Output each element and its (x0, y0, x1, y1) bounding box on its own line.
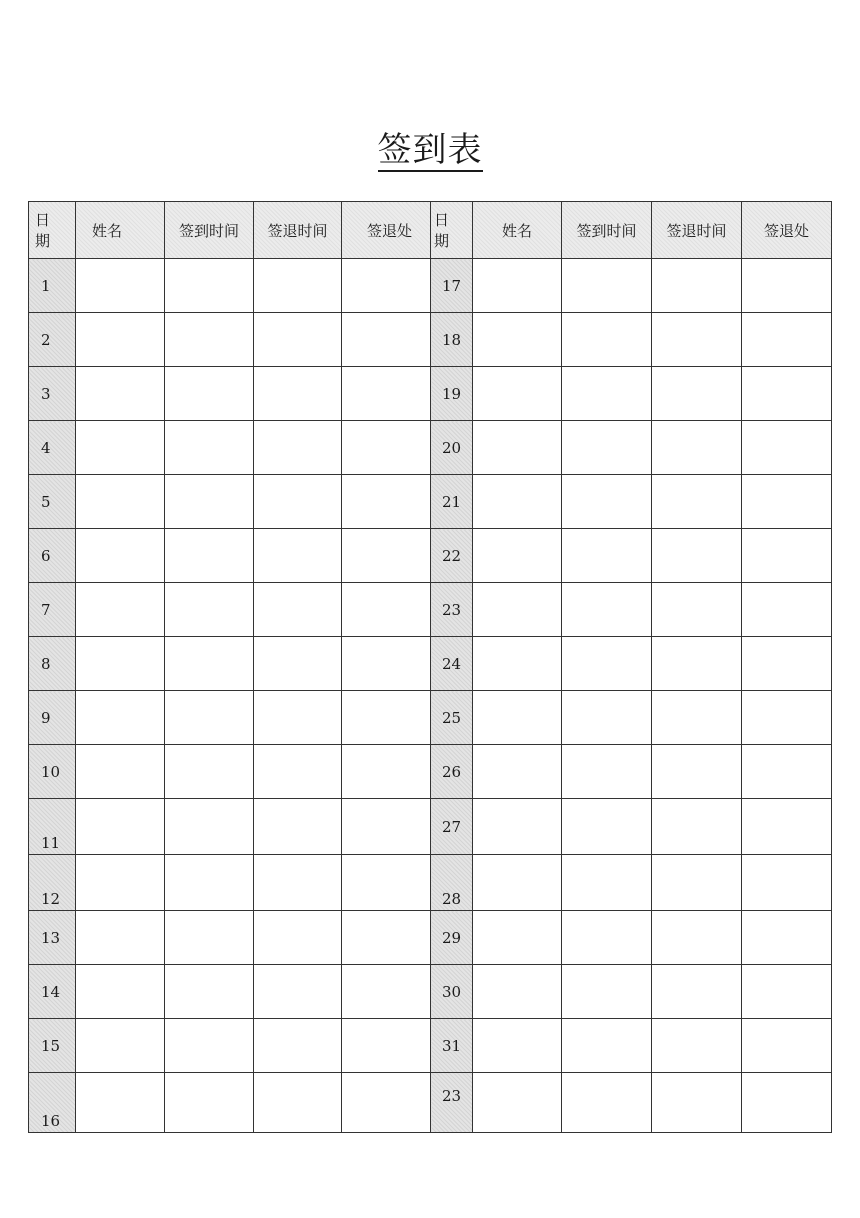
day-cell-right: 18 (431, 313, 473, 367)
sign-out-place-cell[interactable] (742, 799, 832, 855)
name-cell[interactable] (76, 1073, 165, 1133)
table-row (29, 367, 832, 421)
day-cell-right: 23 (431, 583, 473, 637)
day-cell-right: 19 (431, 367, 473, 421)
sign-out-place-cell[interactable] (342, 745, 431, 799)
header-sign-out-place-right: 签退处 (742, 202, 832, 259)
sign-out-place-cell[interactable] (342, 475, 431, 529)
day-cell-right: 29 (431, 911, 473, 965)
day-cell-right: 21 (431, 475, 473, 529)
table-row (29, 745, 832, 799)
sign-in-time-cell[interactable] (562, 1019, 652, 1073)
day-cell-left: 4 (29, 421, 76, 475)
day-cell-right: 17 (431, 259, 473, 313)
table-row (29, 911, 832, 965)
day-cell-left: 12 (29, 855, 76, 911)
day-cell-right: 24 (431, 637, 473, 691)
sign-out-time-cell[interactable] (652, 855, 742, 911)
sign-in-time-cell[interactable] (165, 529, 254, 583)
header-sign-out-time-right: 签退时间 (652, 202, 742, 259)
table-row (29, 637, 832, 691)
sign-out-place-cell[interactable] (342, 911, 431, 965)
day-cell-left: 6 (29, 529, 76, 583)
sign-in-time-cell[interactable] (562, 691, 652, 745)
sign-in-time-cell[interactable] (562, 421, 652, 475)
sign-in-time-cell[interactable] (562, 475, 652, 529)
sign-out-place-cell[interactable] (742, 745, 832, 799)
sign-out-time-cell[interactable] (254, 583, 342, 637)
day-cell-left: 1 (29, 259, 76, 313)
sign-in-time-cell[interactable] (165, 475, 254, 529)
header-date-right (431, 202, 473, 259)
header-date-right-char-2: 期 (434, 232, 450, 250)
sign-in-time-cell[interactable] (165, 855, 254, 911)
day-cell-left: 15 (29, 1019, 76, 1073)
table-row (29, 691, 832, 745)
sign-out-time-cell[interactable] (254, 745, 342, 799)
day-cell-left: 7 (29, 583, 76, 637)
day-cell-right: 31 (431, 1019, 473, 1073)
sign-out-time-cell[interactable] (652, 1073, 742, 1133)
table-row (29, 529, 832, 583)
table-row (29, 855, 832, 911)
name-cell[interactable] (473, 313, 562, 367)
sign-out-place-cell[interactable] (342, 1019, 431, 1073)
sign-in-time-cell[interactable] (562, 965, 652, 1019)
sign-out-place-cell[interactable] (742, 691, 832, 745)
sign-in-time-cell[interactable] (165, 1073, 254, 1133)
day-cell-left: 10 (29, 745, 76, 799)
sign-out-place-cell[interactable] (342, 965, 431, 1019)
sign-in-time-cell[interactable] (562, 529, 652, 583)
name-cell[interactable] (76, 1019, 165, 1073)
sign-in-time-cell[interactable] (165, 259, 254, 313)
sign-out-time-cell[interactable] (254, 799, 342, 855)
table-row (29, 421, 832, 475)
name-cell[interactable] (76, 799, 165, 855)
header-name-right: 姓名 (473, 202, 562, 259)
name-cell[interactable] (473, 911, 562, 965)
sign-out-time-cell[interactable] (652, 529, 742, 583)
sign-out-time-cell[interactable] (254, 313, 342, 367)
name-cell[interactable] (473, 799, 562, 855)
day-cell-left: 9 (29, 691, 76, 745)
sign-out-place-cell[interactable] (742, 965, 832, 1019)
sign-out-place-cell[interactable] (742, 637, 832, 691)
name-cell[interactable] (473, 965, 562, 1019)
sign-out-time-cell[interactable] (652, 259, 742, 313)
name-cell[interactable] (473, 855, 562, 911)
sign-out-place-cell[interactable] (342, 529, 431, 583)
name-cell[interactable] (473, 583, 562, 637)
sign-out-time-cell[interactable] (652, 691, 742, 745)
sign-out-place-cell[interactable] (342, 367, 431, 421)
sign-out-place-cell[interactable] (742, 911, 832, 965)
sign-out-time-cell[interactable] (254, 259, 342, 313)
sign-out-time-cell[interactable] (254, 421, 342, 475)
sign-in-time-cell[interactable] (562, 259, 652, 313)
sign-out-place-cell[interactable] (342, 421, 431, 475)
sign-in-time-cell[interactable] (562, 745, 652, 799)
sign-in-time-cell[interactable] (562, 1073, 652, 1133)
day-cell-left: 2 (29, 313, 76, 367)
table-row (29, 965, 832, 1019)
header-date-right-char-1: 日 (434, 211, 450, 229)
day-cell-left: 8 (29, 637, 76, 691)
sign-in-time-cell[interactable] (165, 367, 254, 421)
sign-out-place-cell[interactable] (742, 529, 832, 583)
name-cell[interactable] (473, 1019, 562, 1073)
name-cell[interactable] (473, 745, 562, 799)
sign-in-time-cell[interactable] (165, 313, 254, 367)
sign-out-time-cell[interactable] (652, 421, 742, 475)
day-cell-left: 13 (29, 911, 76, 965)
header-sign-out-time-left: 签退时间 (254, 202, 342, 259)
title-text: 签到表 (377, 130, 483, 170)
day-cell-right: 23 (431, 1073, 473, 1133)
sign-out-time-cell[interactable] (652, 965, 742, 1019)
name-cell[interactable] (76, 637, 165, 691)
sign-in-time-cell[interactable] (562, 799, 652, 855)
sign-out-time-cell[interactable] (254, 475, 342, 529)
sign-in-time-cell[interactable] (562, 367, 652, 421)
name-cell[interactable] (473, 367, 562, 421)
table-row (29, 583, 832, 637)
sign-out-place-cell[interactable] (342, 855, 431, 911)
name-cell[interactable] (473, 1073, 562, 1133)
table-row (29, 475, 832, 529)
sign-in-time-cell[interactable] (165, 799, 254, 855)
name-cell[interactable] (473, 691, 562, 745)
sign-in-time-cell[interactable] (562, 637, 652, 691)
name-cell[interactable] (76, 313, 165, 367)
name-cell[interactable] (76, 529, 165, 583)
name-cell[interactable] (473, 529, 562, 583)
sign-out-time-cell[interactable] (254, 529, 342, 583)
sign-in-time-cell[interactable] (562, 583, 652, 637)
sign-out-place-cell[interactable] (742, 475, 832, 529)
sign-in-time-cell[interactable] (165, 911, 254, 965)
sign-out-place-cell[interactable] (342, 691, 431, 745)
sign-out-time-cell[interactable] (652, 745, 742, 799)
sign-out-time-cell[interactable] (652, 583, 742, 637)
day-cell-right: 20 (431, 421, 473, 475)
day-cell-left: 14 (29, 965, 76, 1019)
sign-out-time-cell[interactable] (254, 691, 342, 745)
name-cell[interactable] (76, 475, 165, 529)
table-row (29, 313, 832, 367)
sign-out-time-cell[interactable] (652, 367, 742, 421)
name-cell[interactable] (473, 637, 562, 691)
sign-out-place-cell[interactable] (742, 367, 832, 421)
sign-in-time-cell[interactable] (562, 313, 652, 367)
sign-in-time-cell[interactable] (165, 691, 254, 745)
sign-out-time-cell[interactable] (254, 1019, 342, 1073)
name-cell[interactable] (473, 421, 562, 475)
header-row (29, 202, 832, 259)
sign-out-place-cell[interactable] (342, 637, 431, 691)
sign-out-time-cell[interactable] (652, 1019, 742, 1073)
sign-out-time-cell[interactable] (652, 799, 742, 855)
day-cell-right: 22 (431, 529, 473, 583)
day-cell-left: 3 (29, 367, 76, 421)
day-cell-right: 30 (431, 965, 473, 1019)
name-cell[interactable] (76, 965, 165, 1019)
name-cell[interactable] (76, 259, 165, 313)
table-row (29, 1019, 832, 1073)
day-cell-left: 16 (29, 1073, 76, 1133)
sign-out-place-cell[interactable] (742, 313, 832, 367)
sign-out-place-cell[interactable] (742, 855, 832, 911)
day-cell-right: 27 (431, 799, 473, 855)
sign-out-time-cell[interactable] (254, 911, 342, 965)
page-title (0, 128, 860, 172)
table-row (29, 799, 832, 855)
name-cell[interactable] (473, 259, 562, 313)
sign-out-place-cell[interactable] (342, 583, 431, 637)
sign-in-time-cell[interactable] (562, 855, 652, 911)
day-cell-right: 28 (431, 855, 473, 911)
sign-out-time-cell[interactable] (254, 367, 342, 421)
sign-out-time-cell[interactable] (254, 637, 342, 691)
name-cell[interactable] (76, 421, 165, 475)
sign-in-time-cell[interactable] (165, 421, 254, 475)
name-cell[interactable] (76, 583, 165, 637)
header-date-left-char-2: 期 (35, 232, 51, 250)
day-cell-left: 5 (29, 475, 76, 529)
sign-in-time-cell[interactable] (165, 745, 254, 799)
table-row (29, 1073, 832, 1133)
name-cell[interactable] (76, 911, 165, 965)
sign-in-time-cell[interactable] (165, 1019, 254, 1073)
sign-out-time-cell[interactable] (652, 475, 742, 529)
sign-out-place-cell[interactable] (342, 1073, 431, 1133)
sign-in-time-cell[interactable] (165, 637, 254, 691)
sign-out-time-cell[interactable] (254, 1073, 342, 1133)
name-cell[interactable] (76, 691, 165, 745)
header-date-left-char-1: 日 (35, 211, 51, 229)
sign-out-place-cell[interactable] (742, 421, 832, 475)
name-cell[interactable] (76, 855, 165, 911)
header-sign-out-place-left: 签退处 (342, 202, 431, 259)
sign-in-time-cell[interactable] (165, 965, 254, 1019)
sign-out-place-cell[interactable] (742, 1073, 832, 1133)
sign-in-time-cell[interactable] (562, 911, 652, 965)
sign-out-time-cell[interactable] (652, 637, 742, 691)
sign-out-time-cell[interactable] (652, 911, 742, 965)
sign-out-place-cell[interactable] (742, 583, 832, 637)
sign-out-place-cell[interactable] (742, 1019, 832, 1073)
name-cell[interactable] (473, 475, 562, 529)
header-name-left: 姓名 (76, 202, 165, 259)
table-row (29, 259, 832, 313)
sign-out-time-cell[interactable] (254, 965, 342, 1019)
day-cell-left: 11 (29, 799, 76, 855)
day-cell-right: 26 (431, 745, 473, 799)
sign-out-place-cell[interactable] (342, 313, 431, 367)
sign-out-time-cell[interactable] (652, 313, 742, 367)
sign-out-place-cell[interactable] (742, 259, 832, 313)
sign-out-place-cell[interactable] (342, 259, 431, 313)
header-date-left (29, 202, 76, 259)
day-cell-right: 25 (431, 691, 473, 745)
sign-out-place-cell[interactable] (342, 799, 431, 855)
header-sign-in-time-right: 签到时间 (562, 202, 652, 259)
sign-in-time-cell[interactable] (165, 583, 254, 637)
sign-out-time-cell[interactable] (254, 855, 342, 911)
name-cell[interactable] (76, 367, 165, 421)
name-cell[interactable] (76, 745, 165, 799)
header-sign-in-time-left: 签到时间 (165, 202, 254, 259)
sign-in-table (28, 201, 832, 1133)
